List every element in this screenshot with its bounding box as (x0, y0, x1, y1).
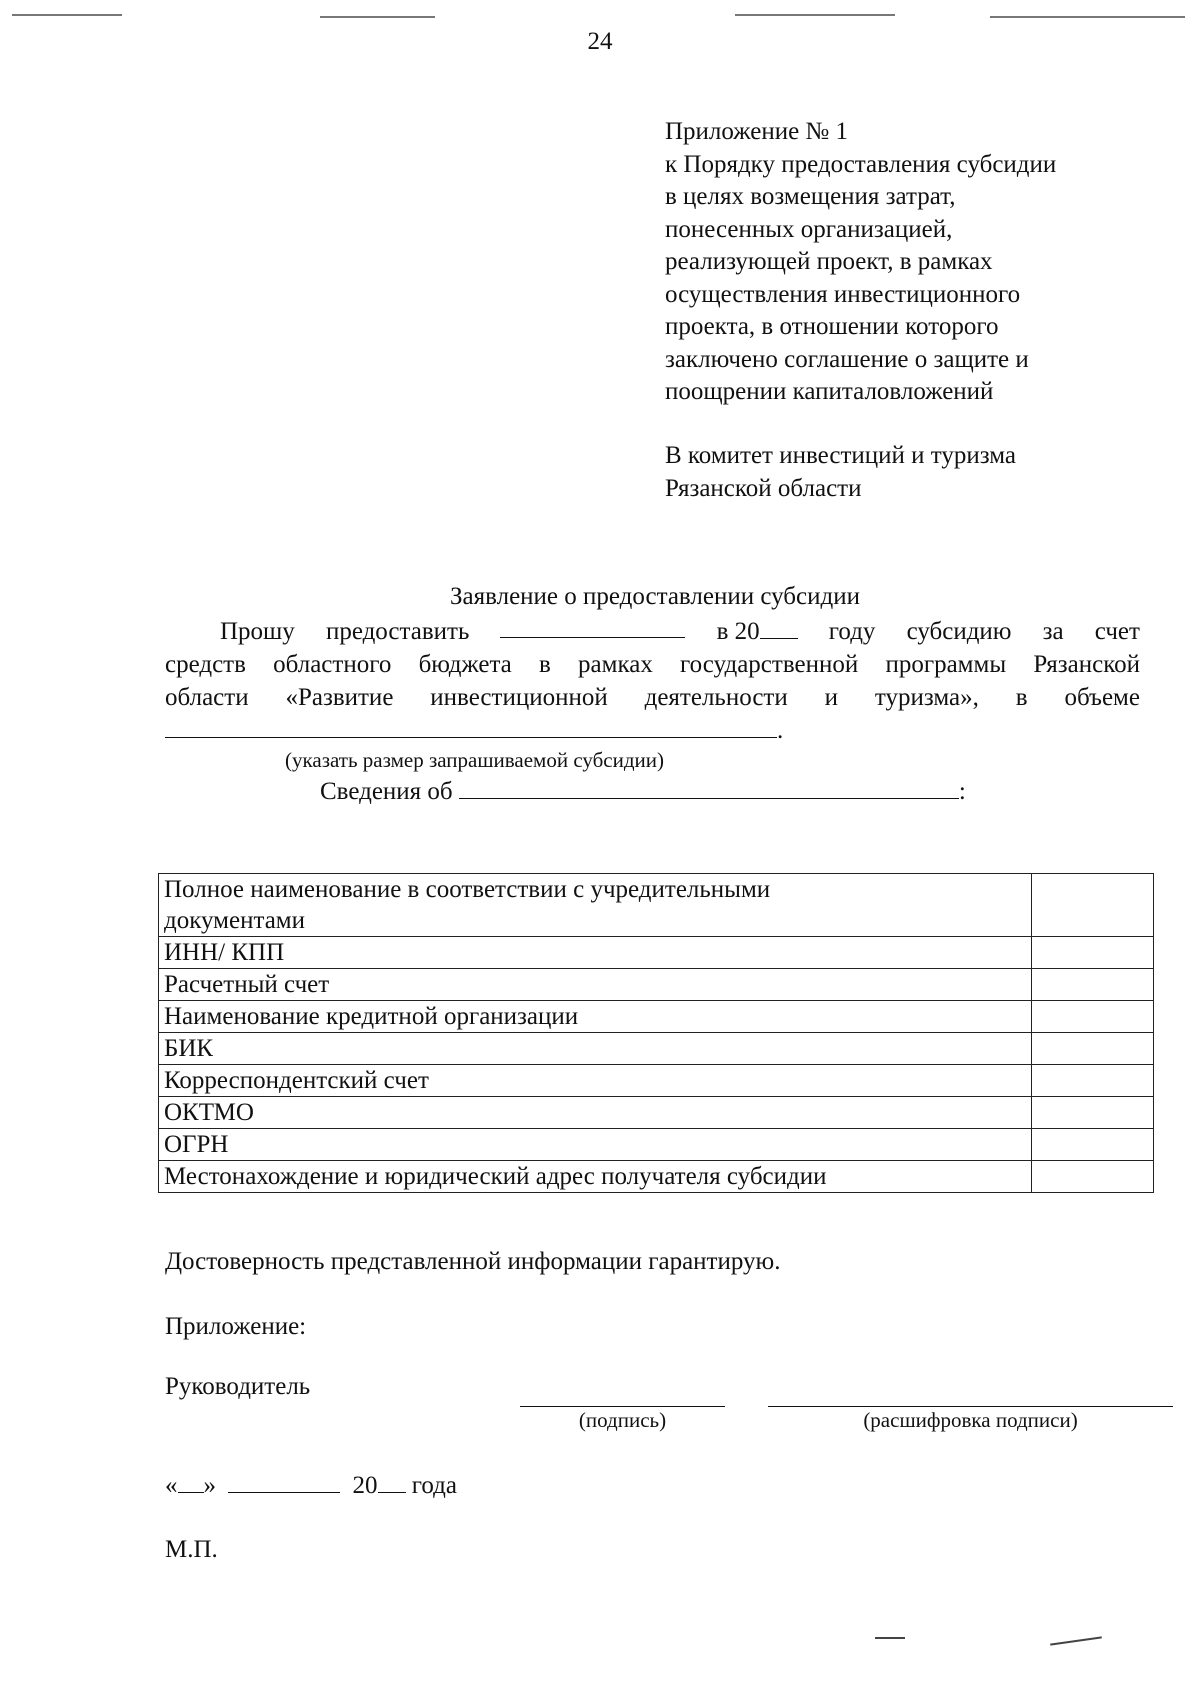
stamp-label: М.П. (165, 1536, 218, 1563)
annex-line: к Порядку предоставления субсидии (665, 150, 1057, 178)
text-word: предоставить (325, 618, 470, 645)
table-row (159, 937, 1154, 969)
year-group (717, 615, 798, 648)
signature-decoding-caption: (расшифровка подписи) (863, 1408, 1078, 1432)
amount-hint: (указать размер запрашиваемой субсидии) (285, 748, 664, 772)
text-word: Прошу (220, 618, 295, 645)
addressee-block (665, 440, 1185, 505)
table-value-cell[interactable] (1032, 1097, 1154, 1129)
head-label: Руководитель (165, 1373, 311, 1400)
open-quote: « (165, 1472, 178, 1499)
table-label-cell: Полное наименование в соответствии с учредительными документами (159, 874, 1032, 937)
table-label-cell: БИК (159, 1033, 1032, 1065)
annex-line: заключено соглашение о защите и (665, 345, 1029, 373)
svedeniya-line (320, 776, 966, 806)
text-word: в 20 (716, 618, 760, 645)
text-line: средств областного бюджета в рамках государственной программы Рязанской (165, 651, 1140, 678)
text-word: за (1042, 618, 1064, 645)
table-value-cell[interactable] (1032, 969, 1154, 1001)
table-value-cell[interactable] (1032, 1033, 1154, 1065)
text-word: году (828, 618, 876, 645)
month-blank[interactable] (228, 1470, 340, 1493)
table-row (159, 969, 1154, 1001)
signature-decoding-line[interactable] (768, 1406, 1173, 1407)
text-word: инвестиционной (430, 684, 608, 711)
annex-line: в целях возмещения затрат, (665, 183, 956, 210)
paragraph-line-1 (165, 615, 1140, 648)
paragraph-line-2 (165, 648, 1140, 681)
line-end-period: . (777, 717, 784, 744)
annex-line: понесенных организацией, (665, 215, 953, 243)
table-row (159, 1129, 1154, 1161)
table-label-cell: Наименование кредитной организации (159, 1001, 1032, 1033)
annex-line: проекта, в отношении которого (665, 313, 999, 340)
addressee-line: В комитет инвестиций и туризма (665, 442, 1017, 469)
organization-blank[interactable] (459, 776, 959, 799)
table-label-cell: Расчетный счет (159, 969, 1032, 1001)
document-title: Заявление о предоставлении субсидии (450, 583, 860, 610)
guarantee-statement: Достоверность представленной информации гарантирую. (165, 1248, 781, 1275)
table-value-cell[interactable] (1032, 1065, 1154, 1097)
paragraph-line-3 (165, 681, 1140, 714)
table-row (159, 1097, 1154, 1129)
table-label-cell: ИНН/ КПП (159, 937, 1032, 969)
scan-artifact (1050, 1636, 1102, 1645)
table-label-cell: Местонахождение и юридический адрес получателя субсидии (159, 1161, 1032, 1193)
svedeniya-colon: : (958, 778, 966, 805)
text-word: туризма», (874, 684, 979, 711)
scan-artifact (875, 1637, 905, 1639)
text-word: объеме (1064, 684, 1140, 711)
addressee-line: Рязанской области (665, 474, 862, 502)
annex-line: Приложение № 1 (665, 118, 849, 145)
svedeniya-label: Сведения об (320, 778, 453, 805)
annex-line: поощрении капиталовложений (665, 378, 994, 405)
scan-artifact (12, 14, 122, 16)
request-paragraph (165, 615, 1140, 747)
date-line (165, 1470, 457, 1500)
year-prefix: 20 (352, 1472, 378, 1499)
text-word: и (824, 684, 838, 711)
year-blank[interactable] (760, 616, 798, 639)
annex-block (665, 116, 1185, 409)
year-suffix: года (411, 1472, 457, 1499)
text-word: деятельности (644, 684, 788, 711)
table-label-cell: Корреспондентский счет (159, 1065, 1032, 1097)
table-label-cell: ОКТМО (159, 1097, 1032, 1129)
text-word: счет (1094, 618, 1140, 645)
table-row (159, 1001, 1154, 1033)
table-value-cell[interactable] (1032, 937, 1154, 969)
table-row (159, 874, 1154, 937)
page-number: 24 (587, 28, 613, 55)
scan-artifact (320, 16, 435, 18)
text-word: в (1015, 684, 1028, 711)
table-value-cell[interactable] (1032, 1161, 1154, 1193)
text-word: «Развитие (285, 684, 394, 711)
close-quote: » (203, 1472, 216, 1499)
annex-line: осуществления инвестиционного (665, 280, 1021, 308)
paragraph-line-4 (165, 714, 1140, 747)
table-value-cell[interactable] (1032, 1129, 1154, 1161)
recipient-blank[interactable] (500, 615, 685, 638)
date-year-blank[interactable] (378, 1470, 406, 1493)
table-value-cell[interactable] (1032, 1001, 1154, 1033)
day-blank[interactable] (178, 1470, 204, 1493)
text-word: субсидию (906, 618, 1012, 645)
amount-blank[interactable] (165, 715, 777, 738)
table-value-cell[interactable] (1032, 874, 1154, 937)
annex-line: реализующей проект, в рамках (665, 248, 993, 275)
attachments-label: Приложение: (165, 1313, 307, 1340)
table-row (159, 1161, 1154, 1193)
text-word: области (165, 684, 249, 711)
table-row (159, 1033, 1154, 1065)
signature-line[interactable] (520, 1406, 725, 1407)
table-row (159, 1065, 1154, 1097)
requisites-table (158, 873, 1154, 1193)
table-label-cell: ОГРН (159, 1129, 1032, 1161)
scan-artifact (990, 16, 1185, 18)
scan-artifact (735, 14, 895, 16)
signature-caption: (подпись) (578, 1408, 667, 1432)
